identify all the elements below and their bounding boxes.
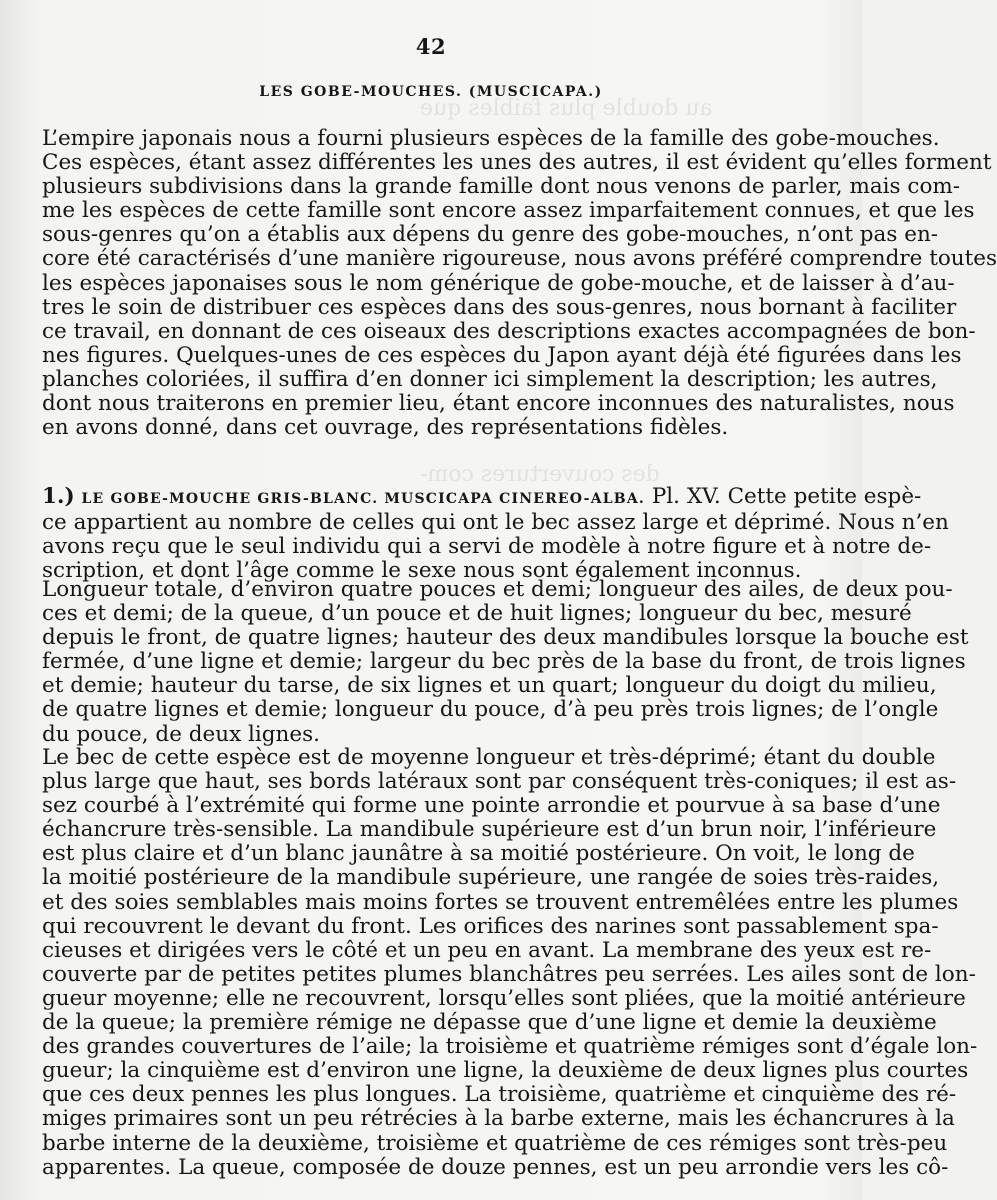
- text-line: nes figures. Quelques-unes de ces espèces du Japon ayant déjà été figurées dans les: [42, 342, 962, 368]
- text-line: apparentes. La queue, composée de douze pennes, est un peu arrondie vers les cô-: [42, 1154, 949, 1180]
- text-line: scription, et dont l’âge comme le sexe nous sont également inconnus.: [42, 558, 802, 584]
- text-line: tres le soin de distribuer ces espèces dans des sous-genres, nous bornant à faciliter: [42, 294, 957, 320]
- text-line: sous-genres qu’on a établis aux dépens du genre des gobe-mouches, n’ont pas en-: [42, 222, 939, 248]
- text-line: sez courbé à l’extrémité qui forme une pointe arrondie et pourvue à sa base d’une: [42, 793, 941, 819]
- text-line: du pouce, de deux lignes.: [42, 721, 320, 747]
- text-line: barbe interne de la deuxième, troisième et quatrième de ces rémiges sont très-peu: [42, 1130, 948, 1156]
- text-line: des grandes couvertures de l’aile; la troisième et quatrième rémiges sont d’égale lon-: [42, 1034, 978, 1060]
- text-line: cieuses et dirigées vers le côté et un peu en avant. La membrane des yeux est re-: [42, 937, 932, 963]
- text-line: gueur; la cinquième est d’environ une ligne, la deuxième de deux lignes plus courtes: [42, 1058, 969, 1084]
- text-line: avons reçu que le seul individu qui a servi de modèle à notre figure et à notre de-: [42, 534, 932, 560]
- text-line: est plus claire et d’un blanc jaunâtre à sa moitié postérieure. On voit, le long de: [42, 841, 915, 867]
- text-line: miges primaires sont un peu rétrécies à la barbe externe, mais les échancrures à la: [42, 1106, 955, 1132]
- text-line: les espèces japonaises sous le nom générique de gobe-mouche, et de laisser à d’au-: [42, 270, 955, 296]
- text-line: core été caractérisés d’une manière rigoureuse, nous avons préféré comprendre toutes: [42, 246, 997, 272]
- text-line: depuis le front, de quatre lignes; hauteur des deux mandibules lorsque la bouche est: [42, 625, 969, 651]
- text-line: dont nous traiterons en premier lieu, étant encore inconnues des naturalistes, nous: [42, 391, 955, 417]
- species-title: LE GOBE-MOUCHE GRIS-BLANC. MUSCICAPA CINEREO-ALBA.: [81, 491, 645, 507]
- text-line: de la queue; la première rémige ne dépasse que d’une ligne et demie la deuxième: [42, 1010, 937, 1036]
- species-entry: [42, 484, 949, 584]
- show-through-text: des couvertures com-: [420, 462, 660, 487]
- text-line: ces et demi; de la queue, d’un pouce et de huit lignes; longueur du bec, mesuré: [42, 601, 912, 627]
- text-line: Ces espèces, étant assez différentes les unes des autres, il est évident qu’elles forment: [42, 150, 992, 176]
- text-line: couverte par de petites petites plumes blanchâtres peu serrées. Les ailes sont de lon-: [42, 961, 976, 987]
- text-line: gueur moyenne; elle ne recouvrent, lorsqu’elles sont pliées, que la moitié antérieure: [42, 985, 966, 1011]
- text-line: ce travail, en donnant de ces oiseaux des descriptions exactes accompagnées de bon-: [42, 318, 976, 344]
- text-line: Longueur totale, d’environ quatre pouces et demi; longueur des ailes, de deux pou-: [42, 577, 953, 602]
- text-line: de quatre lignes et demie; longueur du pouce, d’à peu près trois lignes; de l’ongle: [42, 697, 939, 723]
- description-paragraph: [42, 745, 978, 1180]
- text-line: la moitié postérieure de la mandibule supérieure, une rangée de soies très-raides,: [42, 865, 940, 891]
- text-line: plusieurs subdivisions dans la grande famille dont nous venons de parler, mais com-: [42, 174, 961, 200]
- text-line: que ces deux pennes les plus longues. La troisième, quatrième et cinquième des ré-: [42, 1082, 957, 1108]
- text-line: et demie; hauteur du tarse, de six lignes et un quart; longueur du doigt du milieu,: [42, 673, 937, 699]
- text-line: en avons donné, dans cet ouvrage, des représentations fidèles.: [42, 415, 729, 441]
- text-line: et des soies semblables mais moins fortes se trouvent entremêlées entre les plumes: [42, 889, 959, 915]
- show-through-text: au double plus faibles que: [420, 96, 713, 121]
- species-number: 1.): [42, 484, 75, 509]
- text-line: échancrure très-sensible. La mandibule supérieure est d’un brun noir, l’inférieure: [42, 817, 937, 843]
- plate-reference: Pl. XV. Cette petite espè-: [651, 484, 922, 509]
- text-line: L’empire japonais nous a fourni plusieurs espèces de la famille des gobe-mouches.: [42, 126, 940, 151]
- text-line: plus large que haut, ses bords latéraux sont par conséquent très-coniques; il est as-: [42, 769, 957, 795]
- intro-paragraph: [42, 126, 997, 441]
- text-line: me les espèces de cette famille sont encore assez imparfaitement connues, et que les: [42, 198, 975, 224]
- text-line: fermée, d’une ligne et demie; largeur du bec près de la base du front, de trois lignes: [42, 649, 966, 675]
- chapter-heading: LES GOBE-MOUCHES. (MUSCICAPA.): [259, 84, 603, 100]
- measurements-paragraph: [42, 577, 969, 747]
- text-line: Le bec de cette espèce est de moyenne longueur et très-déprimé; étant du double: [42, 745, 936, 770]
- text-line: qui recouvrent le devant du front. Les orifices des narines sont passablement spa-: [42, 913, 939, 939]
- page-number: 42: [415, 34, 447, 59]
- text-line: planches coloriées, il suffira d’en donner ici simplement la description; les autres,: [42, 366, 938, 392]
- text-line: ce appartient au nombre de celles qui ont le bec assez large et déprimé. Nous n’en: [42, 510, 949, 536]
